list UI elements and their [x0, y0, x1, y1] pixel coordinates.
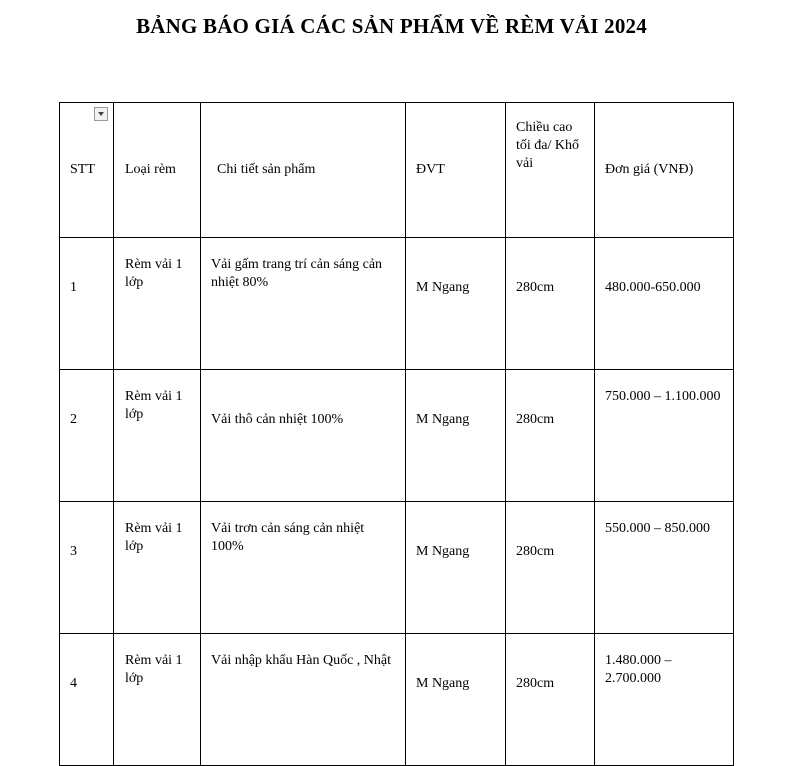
- cell-unit: M Ngang: [406, 370, 506, 502]
- table-row: [60, 634, 734, 766]
- cell-height: 280cm: [506, 502, 595, 634]
- table-row: [60, 370, 734, 502]
- cell-type: Rèm vải 1 lớp: [114, 634, 201, 766]
- header-type: Loại rèm: [114, 103, 201, 238]
- cell-stt: 4: [60, 634, 114, 766]
- cell-detail: Vải trơn cản sáng cản nhiệt 100%: [201, 502, 406, 634]
- header-stt-label: STT: [70, 162, 95, 177]
- header-stt: [60, 103, 114, 238]
- table-header-row: [60, 103, 734, 238]
- cell-price: 1.480.000 – 2.700.000: [595, 634, 734, 766]
- table-row: [60, 502, 734, 634]
- dropdown-arrow-icon[interactable]: [94, 107, 108, 121]
- cell-price: 480.000-650.000: [595, 238, 734, 370]
- cell-detail: Vải nhập khẩu Hàn Quốc , Nhật: [201, 634, 406, 766]
- header-unit: ĐVT: [406, 103, 506, 238]
- cell-height: 280cm: [506, 370, 595, 502]
- table-row: [60, 238, 734, 370]
- cell-height: 280cm: [506, 634, 595, 766]
- cell-type: Rèm vải 1 lớp: [114, 238, 201, 370]
- cell-stt: 1: [60, 238, 114, 370]
- cell-price: 750.000 – 1.100.000: [595, 370, 734, 502]
- cell-detail: Vải gấm trang trí cản sáng cản nhiệt 80%: [201, 238, 406, 370]
- cell-type: Rèm vải 1 lớp: [114, 502, 201, 634]
- cell-stt: 3: [60, 502, 114, 634]
- cell-unit: M Ngang: [406, 634, 506, 766]
- header-detail: Chi tiết sản phẩm: [201, 103, 406, 238]
- cell-height: 280cm: [506, 238, 595, 370]
- header-price: Đơn giá (VNĐ): [595, 103, 734, 238]
- header-height: Chiều cao tối đa/ Khổ vải: [506, 103, 595, 238]
- cell-price: 550.000 – 850.000: [595, 502, 734, 634]
- price-table: [59, 102, 734, 766]
- cell-unit: M Ngang: [406, 502, 506, 634]
- cell-unit: M Ngang: [406, 238, 506, 370]
- page-title: BẢNG BÁO GIÁ CÁC SẢN PHẨM VỀ RÈM VẢI 2024: [136, 14, 647, 38]
- cell-stt: 2: [60, 370, 114, 502]
- cell-detail: Vải thô cản nhiệt 100%: [201, 370, 406, 502]
- cell-type: Rèm vải 1 lớp: [114, 370, 201, 502]
